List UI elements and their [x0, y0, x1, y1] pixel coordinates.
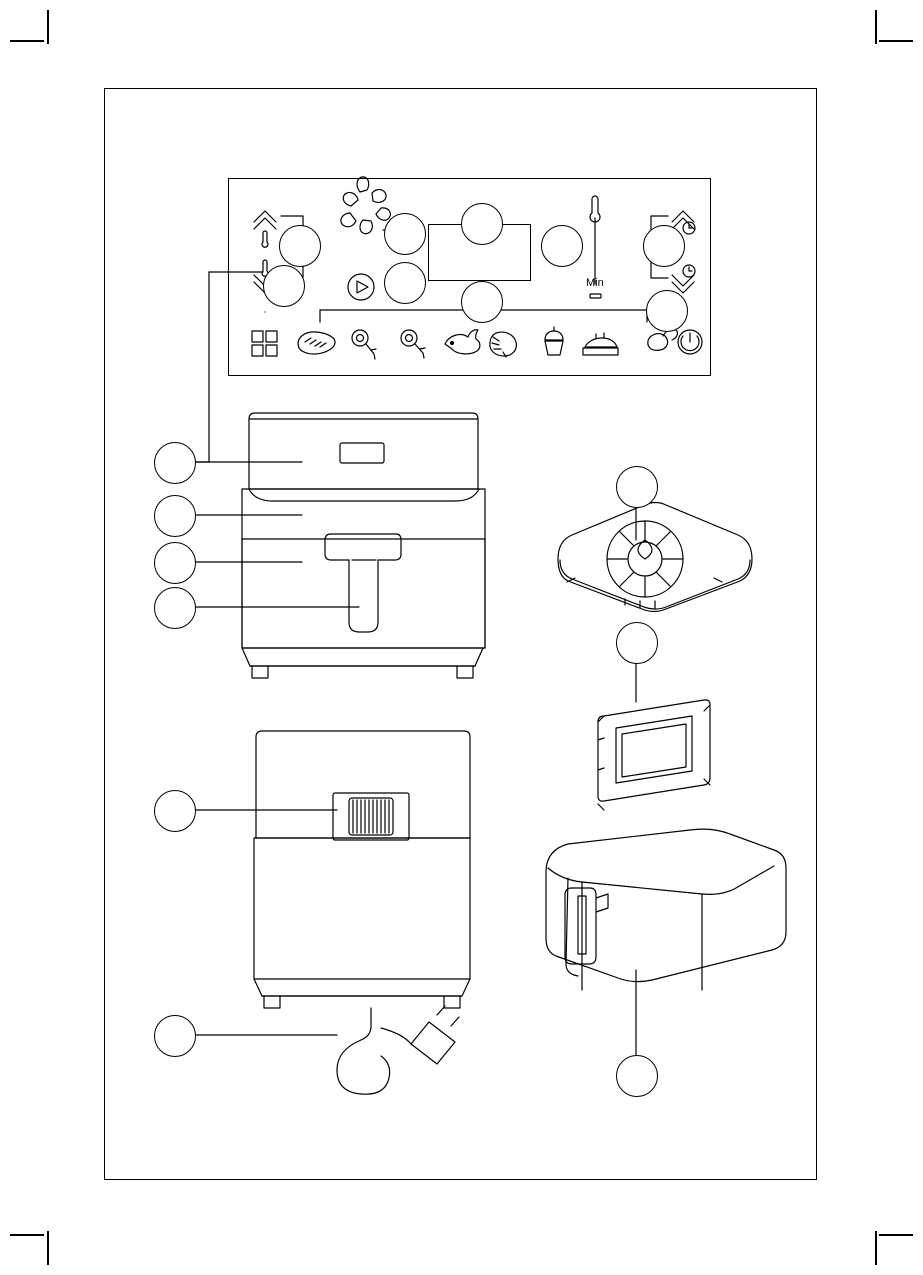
- crop-mark-top-left-v: [47, 10, 49, 44]
- crop-mark-top-right-h: [879, 40, 913, 42]
- callout-11[interactable]: [154, 542, 196, 584]
- callout-2b[interactable]: [384, 262, 426, 304]
- callout-9[interactable]: [154, 442, 196, 484]
- callout-1[interactable]: [279, 225, 321, 267]
- crop-mark-top-left-h: [10, 40, 44, 42]
- crop-mark-bottom-right-v: [875, 1231, 877, 1265]
- callout-15[interactable]: [616, 466, 658, 508]
- callout-7[interactable]: [461, 281, 503, 323]
- callout-2[interactable]: [384, 213, 426, 255]
- callout-14[interactable]: [154, 1015, 196, 1057]
- callout-17[interactable]: [616, 1055, 658, 1097]
- callout-3[interactable]: [461, 203, 503, 245]
- min-label: Min: [586, 277, 604, 289]
- crop-mark-bottom-right-h: [879, 1234, 913, 1236]
- callout-12[interactable]: [154, 587, 196, 629]
- callout-13[interactable]: [154, 790, 196, 832]
- callout-5[interactable]: [643, 225, 685, 267]
- callout-10[interactable]: [154, 495, 196, 537]
- crop-mark-top-right-v: [875, 10, 877, 44]
- crop-mark-bottom-left-v: [47, 1231, 49, 1265]
- crop-mark-bottom-left-h: [10, 1234, 44, 1236]
- callout-16[interactable]: [616, 622, 658, 664]
- callout-1-lower[interactable]: [263, 265, 305, 307]
- callout-4[interactable]: [541, 225, 583, 267]
- callout-8[interactable]: [646, 290, 688, 332]
